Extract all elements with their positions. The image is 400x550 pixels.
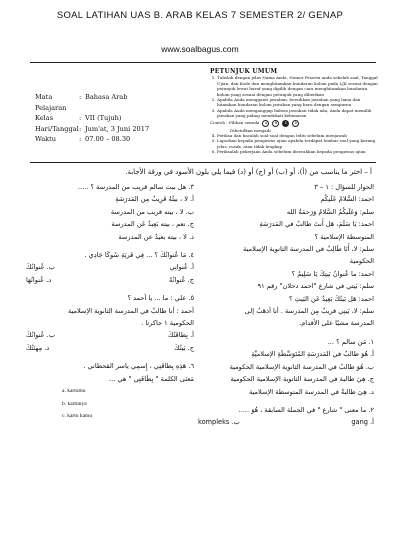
- instructions-box: [210, 69, 380, 155]
- info-key: Mata Pelajaran: [35, 93, 67, 112]
- header-rule-bottom: [30, 162, 376, 163]
- info-value: 07.00 – 08.30: [85, 135, 131, 143]
- option-b: b. kartunya: [62, 400, 87, 407]
- page-title: SOAL LATIHAN UAS B. ARAB KELAS 7 SEMESTER 2/ GENAP: [56, 10, 344, 21]
- question-6-stem-cont: مَعنَى الكلمة " بِطَاقَتِي " هي ...: [108, 374, 194, 383]
- option-c: ج. هِيَ طالبة في المدرسة الثانوية الإسلامية الحكومية: [230, 375, 374, 384]
- dialog-line-cont: المدرسة مشيًا على الأقدام.: [299, 319, 374, 328]
- instruction-item: 6. Periksalah pekerjaan Anda sebelum diserahkan kepada pengawas ujian: [217, 149, 380, 154]
- option-a: أ. لا ، بيتُهُ قَرِيبٌ مِن المَدرَسَةِ: [115, 195, 194, 204]
- section-instruction: أ – اختر ما يناسب من (أ)، أو (ب) أو (ج) أو (د) فيما يلي بلون الأسود في ورقة الأجابة.: [125, 168, 372, 176]
- info-value: Bahasa Arab: [85, 93, 128, 101]
- question-2-stem: ٢. ما معنى " شارع " في الجملة السابقة ، هُوَ .....: [238, 405, 374, 414]
- option-d: د. عُنوانُهَا: [26, 275, 52, 284]
- info-key: Hari/Tanggal: [35, 124, 79, 133]
- option-c: c. kartu kamu: [62, 412, 93, 419]
- left-column: [26, 181, 194, 422]
- dialog-line: احمد: ما عُنوانُ بَيتِكَ يَا سَلِيمٌ ؟: [291, 269, 374, 278]
- question-3-stem: ٣. هل بيت سالم قريب من المدرسة ؟ .....: [77, 183, 194, 191]
- info-key: Waktu: [35, 135, 57, 143]
- right-column: [198, 181, 374, 429]
- dialog-line: سلم: لا، أَنَا طَالِبٌ في المدرسة الثانوية الإسلامية: [243, 245, 374, 254]
- choice-circle-b: B: [272, 120, 279, 127]
- dialog-line: احمد: هَل بَيتُكَ بَعِيدٌ عَن البَيتِ ؟: [288, 294, 374, 303]
- question-4-stem: ٤. مَا عُنوانُكَ ؟ ... فِي قَريَةِ سُوكَا جَادِي .: [84, 251, 194, 260]
- question-5-answer-cont: الحكومية ١ جاكرتا .: [141, 319, 194, 328]
- dialog-intro: الحوار للسؤال : ١ – ٣: [314, 183, 374, 191]
- info-row-subject: Mata Pelajaran : Bahasa Arab: [35, 93, 128, 112]
- option-b: ب. لا ، بيته قريب من المدرسة: [110, 207, 194, 216]
- instruction-item: 3. Apabila Anda menganggap bahwa jawaban tidak ada, Anda dapat memilih jawaban yang paling mendekati kebenaran: [217, 108, 380, 119]
- answer-example: [210, 120, 380, 127]
- dialog-line: احمد: يَا سَلَمَ، هَل أَنتَ طالبٌ في المَدرَسَةِ: [259, 220, 374, 229]
- exam-info: [35, 92, 149, 145]
- info-value: Jum'at, 3 Juni 2017: [85, 124, 150, 133]
- dialog-line-cont: الحكومية: [349, 257, 374, 266]
- option-b: ب. عُنوانُكَ: [26, 263, 55, 272]
- option-b: ب. هُوَ طالبٌ في المدرسة الثانوية الإسلامية الحكومية: [229, 362, 374, 371]
- website-url: www.soalbagus.com: [161, 44, 239, 54]
- question-2-options: [198, 416, 374, 428]
- option-a: أ. بِطاقَتُكَ: [168, 331, 194, 340]
- instructions-heading: PETUNJUK UMUM: [210, 68, 278, 75]
- choice-circle-a: A: [262, 120, 269, 127]
- option-c: ج. بَيتُكَ: [174, 343, 194, 352]
- question-5-answer: أحمد : أنا طالبٌ في المدرسة الثانوية الإسلامية: [67, 306, 194, 315]
- question-1-stem: ١. مَن سالم ؟ ...: [327, 337, 374, 346]
- option-a: أ. gang: [351, 418, 374, 427]
- dialog-line-cont: المتوسطة الإسلامية ؟: [314, 232, 374, 241]
- info-key: Kelas: [35, 114, 54, 122]
- example-label: Contoh : Pilihan semula: [210, 120, 260, 126]
- option-c: ج. نعم ، بيته بَعِيدٌ عَن المدرسة: [111, 220, 194, 229]
- question-5-options-row1: [26, 329, 194, 341]
- header-rule-top: [30, 62, 376, 63]
- question-5-stem: ٥. علي : ما ... يا أحمد ؟: [127, 294, 194, 303]
- info-row-time: Waktu : 07.00 – 08.30: [35, 135, 131, 143]
- question-6-stem: ٦. هَذِهِ بِطاقَتِي ، إِسمِي ياسر القحطاني .: [83, 362, 194, 371]
- corrected-label: Dibetulkan menjadi: [230, 127, 271, 133]
- instruction-item: 5. Laporkan kepada pengawas ujian apabila terdapat lembar soal yang kurang jelas, rusak, atau tidak lengkap: [217, 138, 380, 149]
- dialog-line: سلم: بَيتي في شارع "احمد دحلان" رقم ٩١: [257, 282, 374, 291]
- instruction-item: 1. Tulislah dengan jelas Nama Anda, Nomor Peserta anda sekolah asal, Tanggal Ujian, dan Kode dan menghitamkan bundaran kolom pada LJK sesuai dengan petunjuk lewat huruf yang dipilih dengan cara menghitamkan bundaran kolom yang sesuai dengan petunjuk yang diberikan: [217, 75, 380, 97]
- dialog-line: احمد: السَّلامُ عَلَيكُم: [320, 195, 374, 204]
- option-c: ج. عُنوانُهُ: [169, 275, 194, 284]
- instruction-item: 2. Apabila Anda mengganti jawaban, bersihkan jawaban yang lama dan hitamkan bundaran kolom jawaban yang baru dengan sempurna: [217, 97, 380, 108]
- option-b: ب. عُنوانُكَ: [26, 331, 55, 340]
- option-d: د. هِيَ طالبةٌ في المدرسة المتوسطة الإسلامية: [248, 387, 374, 396]
- info-value: VII (Tujuh): [85, 114, 122, 122]
- question-5-options-row2: [26, 342, 194, 354]
- option-a: أ. هُوَ طالبٌ في المَدرَسَةِ المُتَوَسِّطَةِ الإسلاميَّةِ: [251, 350, 374, 359]
- question-4-options-row1: [26, 261, 194, 273]
- dialog-line: سلم: لا، بَيتِي قريبٌ مِن المدرسة . أنا أذهَبُ إلى: [244, 307, 374, 316]
- option-d: د. مِهنَتُكَ: [26, 343, 50, 352]
- option-a: a. kartumu: [62, 388, 86, 395]
- choice-circle-c-filled: C: [282, 120, 289, 127]
- info-row-date: Hari/Tanggal : Jum'at, 3 Juni 2017: [35, 124, 150, 133]
- dialog-line: سلم: وَعَلَيكُمُ السَّلامُ وَرَحمَةُ الله: [286, 207, 374, 216]
- option-d: د. لا ، بيته بعيدٌ عن المدرسة: [118, 232, 194, 241]
- instruction-item: 4. Periksa dan bacalah soal-soal dengan teliti sebelum menjawab: [217, 133, 380, 138]
- choice-circle-d: D: [292, 120, 299, 127]
- info-row-class: Kelas : VII (Tujuh): [35, 114, 122, 122]
- option-a: أ. عُنوانِي: [169, 263, 194, 272]
- option-b: ب. kompleks: [198, 418, 240, 427]
- question-4-options-row2: [26, 274, 194, 286]
